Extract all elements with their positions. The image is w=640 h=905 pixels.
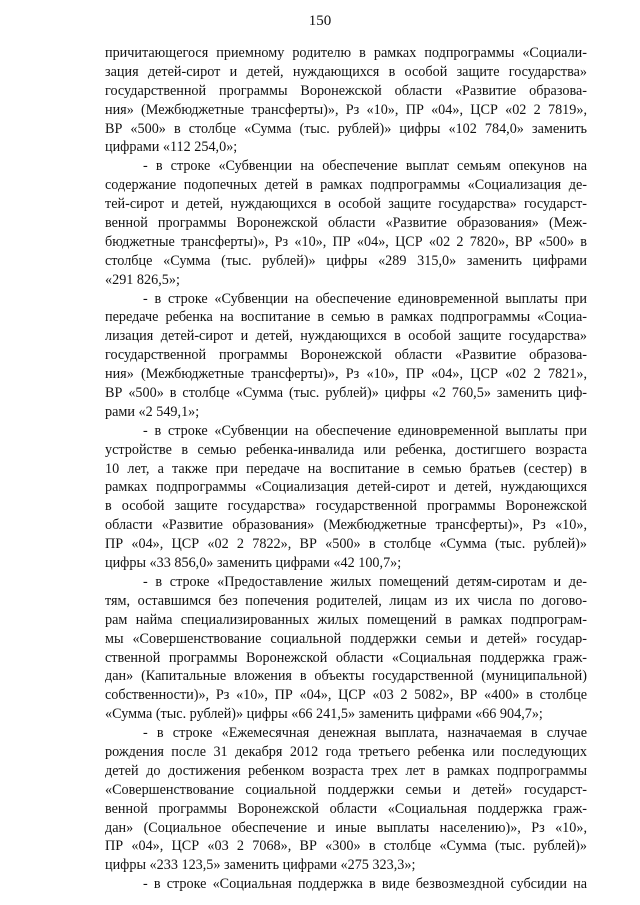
text-line: рами «2 549,1»; (105, 403, 200, 420)
text-line: - в строке «Субвенции на обеспечение выплат семьям опекунов на (143, 158, 587, 175)
text-line: - в строке «Предоставление жилых помещений детям-сиротам и де- (143, 573, 587, 590)
text-line: цифры «33 856,0» заменить цифрами «42 100,7»; (105, 555, 402, 572)
text-line: тям, оставшимся без попечения родителей, лицам из их числа по догово- (105, 592, 587, 609)
text-line: - в строке «Социальная поддержка в виде безвозмездной субсидии на (143, 876, 587, 893)
text-line: ственной программы Воронежской области «Социальная поддержка граж- (105, 649, 587, 666)
text-line: цифрами «112 254,0»; (105, 139, 238, 156)
text-line: «291 826,5»; (105, 271, 180, 288)
text-line: лизация детей-сирот и детей, нуждающихся в особой защите государства» (105, 328, 587, 345)
text-line: ВР «500» в столбце «Сумма (тыс. рублей)» цифры «102 784,0» заменить (105, 120, 587, 137)
text-line: 10 лет, а также при передаче на воспитание в семью братьев (сестер) в (105, 460, 587, 477)
text-line: ния» (Межбюджетные трансферты)», Рз «10», ПР «04», ЦСР «02 2 7819», (105, 101, 587, 118)
text-line: ния» (Межбюджетные трансферты)», Рз «10», ПР «04», ЦСР «02 2 7821», (105, 366, 587, 383)
text-line: дан» (Капитальные вложения в объекты государственной (муниципальной) (105, 668, 587, 685)
text-line: собственности)», Рз «10», ПР «04», ЦСР «03 2 5082», ВР «400» в столбце (105, 687, 587, 704)
text-line: в особой защите государства» государственной программы Воронежской (105, 498, 587, 515)
text-line: цифры «233 123,5» заменить цифрами «275 323,3»; (105, 857, 416, 874)
text-line: бюджетные трансферты)», Рз «10», ПР «04», ЦСР «02 2 7820», ВР «500» в (105, 233, 587, 250)
text-line: рам найма специализированных жилых помещений в рамках подпрограм- (105, 611, 587, 628)
text-line: рамках подпрограммы «Социализация детей-сирот и детей, нуждающихся (105, 479, 587, 496)
text-line: венной программы Воронежской области «Развитие образования» (Меж- (105, 215, 587, 232)
document-body (105, 44, 587, 894)
text-line: ПР «04», ЦСР «03 2 7068», ВР «300» в столбце «Сумма (тыс. рублей)» (105, 838, 587, 855)
text-line: устройстве в семью ребенка-инвалида или ребенка, достигшего возраста (105, 441, 587, 458)
text-line: содержание подопечных детей в рамках подпрограммы «Социализация де- (105, 177, 587, 194)
text-line: «Сумма (тыс. рублей)» цифры «66 241,5» заменить цифрами «66 904,7»; (105, 706, 543, 723)
text-line: дан» (Социальное обеспечение и иные выплаты населению)», Рз «10», (105, 819, 587, 836)
text-line: государственной программы Воронежской области «Развитие образова- (105, 82, 587, 99)
text-line: государственной программы Воронежской области «Развитие образова- (105, 347, 587, 364)
text-line: тей-сирот и детей, нуждающихся в особой защите государства» государст- (105, 196, 587, 213)
text-line: венной программы Воронежской области «Социальная поддержка граж- (105, 800, 587, 817)
text-line: - в строке «Субвенции на обеспечение единовременной выплаты при (143, 290, 587, 307)
text-line: рождения после 31 декабря 2012 года третьего ребенка или последующих (105, 743, 587, 760)
text-line: столбце «Сумма (тыс. рублей)» цифры «289 315,0» заменить цифрами (105, 252, 587, 269)
text-line: ПР «04», ЦСР «02 2 7822», ВР «500» в столбце «Сумма (тыс. рублей)» (105, 536, 587, 553)
text-line: - в строке «Субвенции на обеспечение единовременной выплаты при (143, 422, 587, 439)
text-line: передаче ребенка на воспитание в семью в рамках подпрограммы «Социа- (105, 309, 587, 326)
text-line: мы «Совершенствование социальной поддержки семьи и детей» государ- (105, 630, 587, 647)
text-line: «Совершенствование социальной поддержки семьи и детей» государст- (105, 781, 587, 798)
text-line: причитающегося приемному родителю в рамках подпрограммы «Социали- (105, 45, 587, 61)
text-line: - в строке «Ежемесячная денежная выплата, назначаемая в случае (143, 725, 587, 742)
text-line: области «Развитие образования» (Межбюджетные трансферты)», Рз «10», (105, 517, 587, 534)
text-line: детей до достижения ребенком возраста трех лет в рамках подпрограммы (105, 762, 587, 779)
text-line: зация детей-сирот и детей, нуждающихся в особой защите государства» (105, 63, 587, 80)
text-line: ВР «500» в столбце «Сумма (тыс. рублей)» цифры «2 760,5» заменить циф- (105, 385, 587, 402)
page-number: 150 (308, 13, 332, 29)
